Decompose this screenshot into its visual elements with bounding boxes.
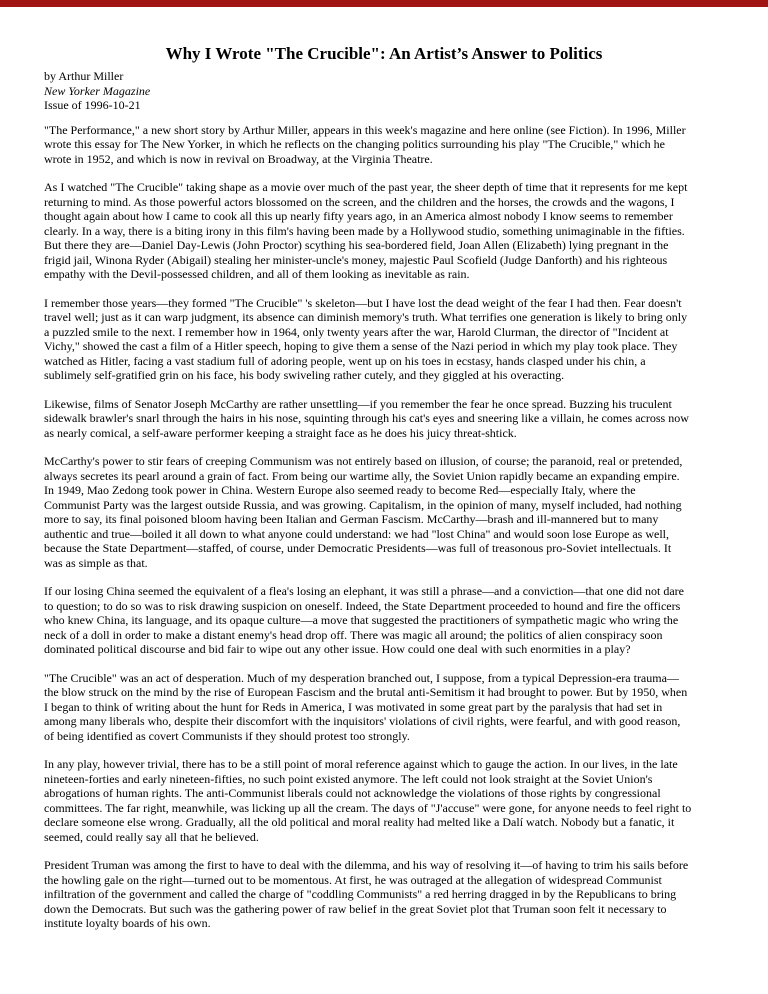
text-line: Likewise, films of Senator Joseph McCarthy are rather unsettling—if you remember the fear he once spread. Buzzing his truculent [44,396,672,411]
text-line: But there they are—Daniel Day-Lewis (John Proctor) scything his sea-bordered field, Joan Allen (Elizabeth) lying pregnant in the [44,238,669,252]
paragraph [44,454,730,570]
text-line: "The Performance," a new short story by Arthur Miller, appears in this week's magazine and here online (see Fiction). In 1996, Miller [44,122,686,137]
essay-meta [44,69,730,113]
text-line: always secretes its pearl around a grain of fact. From being our wartime ally, the Soviet Union rapidly became an expanding empire. [44,468,680,483]
text-line: down the Democrats. But such was the gathering power of raw belief in the great Soviet plot that Truman soon felt it necessary to [44,901,667,916]
publication-name: New Yorker Magazine [44,83,151,98]
text-line: In 1949, Mao Zedong took power in China. Western Europe also seemed ready to become Red—especially Italy, where the [44,483,636,497]
text-line: more to say, its final poisoned bloom having been Italian and German Fascism. McCarthy—brash and ill-mannered but to many [44,512,659,526]
text-line: returning to mind. As those powerful actors blossomed on the screen, and the children and the horses, the crowds and the wagons, I [44,194,675,209]
text-line: McCarthy's power to stir fears of creeping Communism was not entirely based on illusion, of course; the paranoid, real or pretended, [44,454,683,468]
text-line: of being identified as covert Communists if they should protest too strongly. [44,728,410,743]
text-line: nineteen-forties and early nineteen-fifties, no such point existed anymore. The left could not look straight at the Soviet Union's [44,771,653,786]
paragraph [44,397,730,441]
issue-date: Issue of 1996-10-21 [44,98,141,112]
text-line: In any play, however trivial, there has to be a still point of moral reference against which to gauge the action. In our lives, in the late [44,757,678,771]
text-line: a puzzled smile to the next. I remember how in 1964, only twenty years after the war, Harold Clurman, the director of "Incident at [44,324,669,339]
text-line: I began to think of writing about the hunt for Reds in America, I was motivated in some great part by the paralysis that had set in [44,699,663,714]
text-line: neck of a doll in order to make a distant enemy's head drop off. There was magic all around; the politics of alien conspiracy soon [44,627,663,642]
text-line: as nearly comical, a self-aware performer keeping a straight face as he does his juicy threat-shtick. [44,425,517,440]
text-line: clearly. In a way, there is a biting irony in this film's having been made by a Hollywood studio, something unimaginable in the fifties. [44,223,685,238]
text-line: Communist Party was the largest outside Russia, and was growing. Capitalism, in the opinion of many, myself included, had nothing [44,497,682,512]
essay-title: Why I Wrote "The Crucible": An Artist’s Answer to Politics [165,44,603,63]
text-line: If our losing China seemed the equivalent of a flea's losing an elephant, it was still a phrase—and a conviction—that one did not dare [44,584,684,598]
paragraph [44,858,730,931]
text-line: As I watched "The Crucible" taking shape as a movie over much of the past year, the sheer depth of time that it represents for me kept [44,180,688,194]
text-line: Vichy," showed the cast a film of a Hitler speech, hoping to give them a sense of the Nazi period in which my play took place. They [44,339,678,353]
text-line: watched as Hitler, facing a vast stadium full of adoring people, went up on his toes in ecstasy, hands clasped under his chin, a [44,353,646,368]
text-line: because the State Department—staffed, of course, under Democratic Presidents—was full of treasonous pro-Soviet intellectuals. It [44,541,672,555]
text-line: wrote this essay for The New Yorker, in which he reflects on the changing politics surrounding his play "The Crucible," which he [44,137,665,151]
text-line: abrogations of human rights. The anti-Communist liberals could not acknowledge the violations of those rights by congressional [44,786,661,800]
text-line: institute loyalty boards of his own. [44,916,211,930]
paragraph [44,180,730,282]
text-line: authentic and true—boiled it all down to what anyone could understand: we had "lost China" and would soon lose Europe as well, [44,526,669,541]
text-line: to question; to do so was to risk drawing suspicion on oneself. Indeed, the State Department proceeded to hound and fire the officers [44,598,681,613]
text-line: the blow struck on the mind by the rise of European Fascism and the brutal anti-Semitism it had brought to power. But by 1950, when [44,685,688,699]
top-accent-bar [0,0,768,7]
text-line: declare someone else wrong. Gradually, all the old political and moral reality had melted like a Dalí watch. Nobody but a fanatic, it [44,815,675,829]
text-line: infiltration of the government and called the charge of "coddling Communists" a red herring dragged in by the Republicans to bring [44,887,677,901]
paragraph [44,584,730,657]
text-line: "The Crucible" was an act of desperation. Much of my desperation branched out, I suppose, from a typical Depression-era trauma— [44,670,679,685]
text-line: wrote in 1952, and which is now in revival on Broadway, at the Virginia Theatre. [44,151,433,166]
text-line: among many liberals who, despite their discomfort with the inquisitors' violations of civil rights, were fearful, and with good reason, [44,714,681,728]
text-line: dominated political discourse and bid fair to wipe out any other issue. How could one deal with such enormities in a play? [44,642,631,656]
paragraph [44,296,730,383]
text-line: sublimely self-gratified grin on his face, his body swiveling rather cutely, and they giggled at his overacting. [44,368,565,382]
text-line: sidewalk brawler's snarl through the hairs in his nose, squinting through his cat's eyes and sneering like a villain, he comes across now [44,411,689,425]
text-line: committees. The far right, meanwhile, was licking up all the cream. The days of "J'accuse" were gone, for anyone needs to feel right to [44,800,692,815]
byline: by Arthur Miller [44,69,124,83]
paragraph [44,757,730,844]
text-line: thought again about how I came to cook all this up nearly fifty years ago, in an America almost nobody I know seems to remember [44,209,673,223]
text-line: was as simple as that. [44,555,148,570]
text-line: I remember those years—they formed "The Crucible" 's skeleton—but I have lost the dead weight of the fear I had then. Fear doesn't [44,295,682,310]
text-line: President Truman was among the first to have to deal with the dilemma, and his way of resolving it—of having to trim his sails before [44,858,689,872]
text-line: the howling gale on the right—turned out to be momentous. At first, he was outraged at the allegation of widespread Communist [44,872,662,887]
text-line: empathy with the Devil-possessed children, and all of them looking as inevitable as rain. [44,267,470,281]
paragraph [44,671,730,744]
text-line: who knew China, its language, and its opaque culture—a move that suggested the practitioners of sympathetic magic who wring the [44,613,679,627]
paragraph [44,123,730,167]
text-line: seemed, could really say all that he believed. [44,829,259,844]
essay-body [44,123,730,931]
text-line: frigid jail, Winona Ryder (Abigail) stealing her minister-uncle's money, majestic Paul Scofield (Judge Danforth) and his righteous [44,252,668,267]
text-line: travel well; just as it can warp judgment, its absence can diminish memory's truth. What terrifies one generation is likely to bring only [44,310,688,324]
